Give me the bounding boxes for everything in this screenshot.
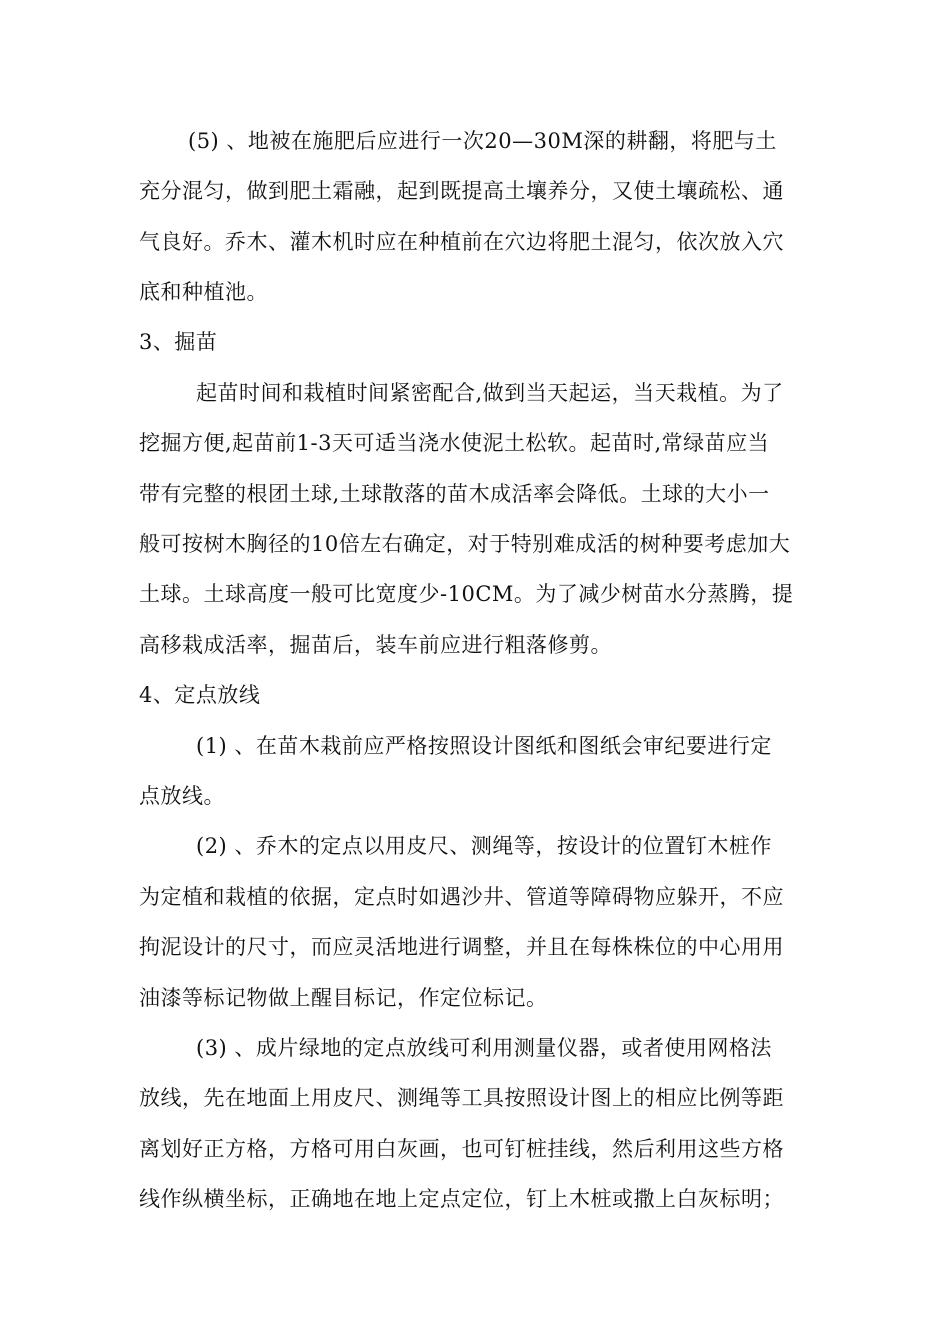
section-heading: 3、掘苗 <box>139 330 218 354</box>
text-line: 离划好正方格，方格可用白灰画，也可钉桩挂线，然后利用这些方格 <box>139 1137 784 1161</box>
text-line: 土球。土球高度一般可比宽度少-10CM。为了减少树苗水分蒸腾，提 <box>139 582 794 606</box>
text-line: 点放线。 <box>139 784 225 808</box>
text-line: 高移栽成活率，掘苗后，装车前应进行粗落修剪。 <box>139 633 612 657</box>
text-line: 挖掘方便,起苗前1-3天可适当浇水使泥土松软。起苗时,常绿苗应当 <box>139 431 770 455</box>
text-line: 起苗时间和栽植时间紧密配合,做到当天起运，当天栽植。为了 <box>196 381 784 405</box>
text-line: 底和种植池。 <box>139 280 268 304</box>
text-line: 油漆等标记物做上醒目标记，作定位标记。 <box>139 986 548 1010</box>
text-line: (5) 、地被在施肥后应进行一次20—30M深的耕翻，将肥与土 <box>188 129 777 153</box>
text-line: 为定植和栽植的依据，定点时如遇沙井、管道等障碍物应躲开，不应 <box>139 885 784 909</box>
text-line: 线作纵横坐标，正确地在地上定点定位，钉上木桩或撒上白灰标明； <box>139 1187 784 1211</box>
text-line: (2) 、乔木的定点以用皮尺、测绳等，按设计的位置钉木桩作 <box>196 834 772 858</box>
text-line: 带有完整的根团土球,土球散落的苗木成活率会降低。土球的大小一 <box>139 482 770 506</box>
text-line: (3) 、成片绿地的定点放线可利用测量仪器，或者使用网格法 <box>196 1036 772 1060</box>
text-line: 充分混匀，做到肥土霜融，起到既提高土壤养分，又使土壤疏松、通 <box>139 179 784 203</box>
section-heading: 4、定点放线 <box>139 683 261 707</box>
text-line: (1) 、在苗木栽前应严格按照设计图纸和图纸会审纪要进行定 <box>196 734 772 758</box>
text-line: 气良好。乔木、灌木机时应在种植前在穴边将肥土混匀，依次放入穴 <box>139 230 784 254</box>
text-line: 般可按树木胸径的10倍左右确定，对于特别难成活的树种要考虑加大 <box>139 532 791 556</box>
text-line: 拘泥设计的尺寸，而应灵活地进行调整，并且在每株株位的中心用用 <box>139 935 784 959</box>
text-line: 放线，先在地面上用皮尺、测绳等工具按照设计图上的相应比例等距 <box>139 1086 784 1110</box>
